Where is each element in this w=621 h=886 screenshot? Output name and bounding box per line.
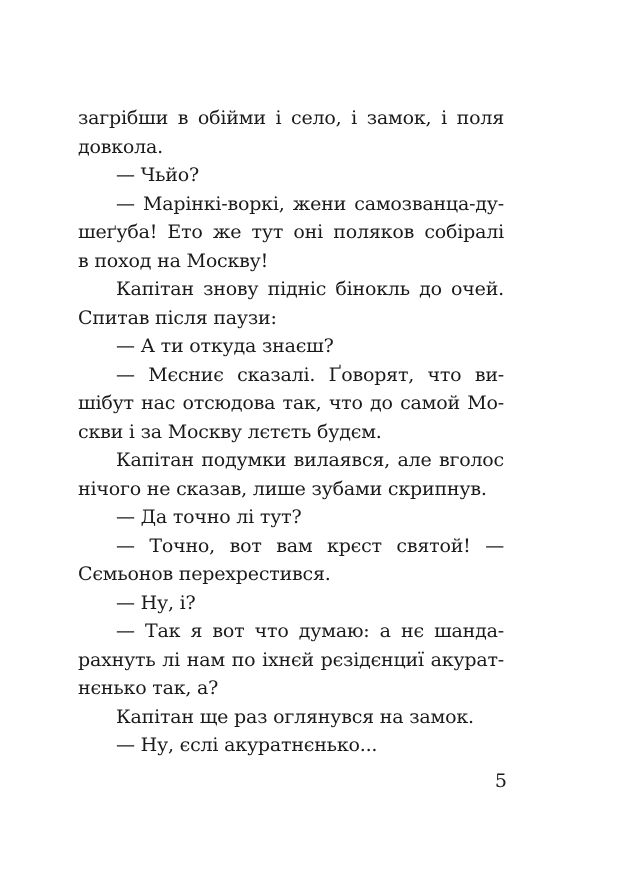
text-line: Спитав після паузи: [78, 306, 277, 329]
page-number: 5 [494, 770, 507, 792]
text-line: Капітан подумки вилаявся, але вголос [116, 449, 504, 471]
text-line: довкола. [78, 135, 163, 158]
text-line: шібут нас отсюдова так, что до самой Мо- [78, 392, 504, 414]
text-line: рахнуть лі нам по іхнєй рєзідєнциї акурат- [78, 648, 504, 671]
text-line: Капітан знову підніс бінокль до очей. [116, 278, 504, 300]
text-line: — Так я вот что думаю: а нє шанда- [116, 620, 504, 642]
text-line: загрібши в обійми і село, і замок, і поля [78, 107, 504, 129]
text-line: нєнько так, а? [78, 677, 219, 699]
text-line: — Ну, єслі акуратнєнько... [116, 734, 378, 756]
text-line: — А ти откуда знаєш? [116, 335, 334, 357]
text-line: — Да точно лі тут? [116, 506, 302, 528]
text-line: Капітан ще раз оглянувся на замок. [116, 705, 474, 728]
text-line: скви і за Москву лєтєть будєм. [78, 420, 382, 443]
text-line: — Ну, і? [116, 591, 196, 614]
text-line: — Чьйо? [116, 164, 199, 186]
text-line: шеґуба! Ето же тут оні поляков собіралі [78, 221, 504, 243]
body-text [78, 104, 504, 760]
text-line: — Мєсниє сказалі. Ґоворят, что ви- [116, 363, 504, 386]
text-line: — Точно, вот вам крєст святой! — [116, 534, 504, 557]
text-line: Сємьонов перехрестився. [78, 563, 331, 585]
text-line: — Марінкі-воркі, жени самозванца-ду- [116, 192, 504, 215]
text-line: в поход на Москву! [78, 249, 269, 272]
text-line: нічого не сказав, лише зубами скрипнув. [78, 477, 487, 500]
